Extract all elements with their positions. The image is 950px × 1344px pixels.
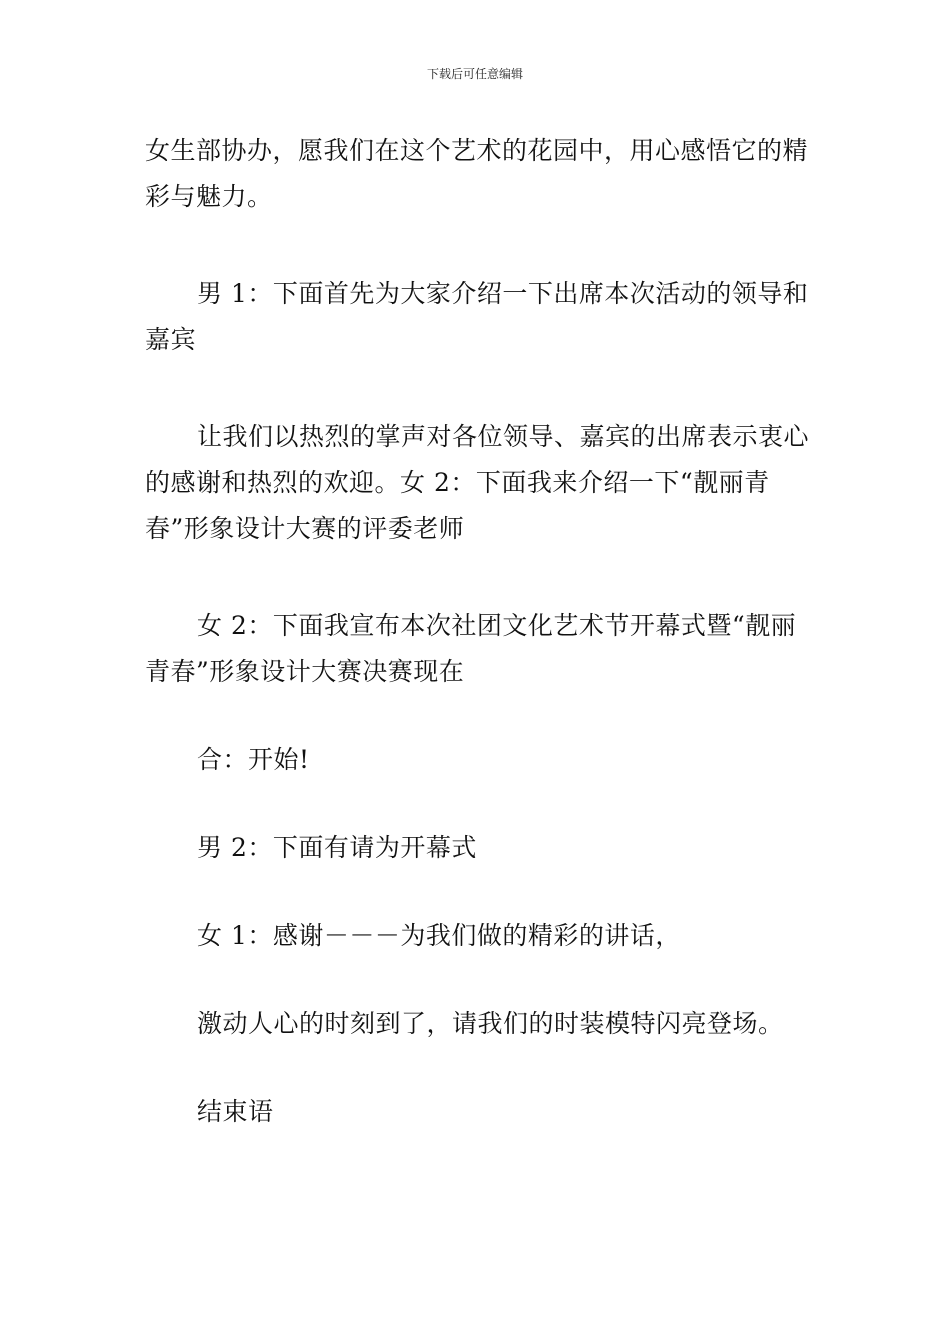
page-header-note: 下载后可任意编辑	[426, 67, 523, 81]
paragraph-male1-intro: 男 1：下面首先为大家介绍一下出席本次活动的领导和嘉宾	[145, 279, 809, 354]
paragraph-female1-thanks: 女 1：感谢－－－为我们做的精彩的讲话，	[197, 921, 681, 950]
paragraph-models: 激动人心的时刻到了，请我们的时装模特闪亮登场。	[197, 1009, 784, 1038]
paragraph-together-start: 合：开始!	[197, 745, 310, 774]
paragraph-closing-heading: 结束语	[197, 1097, 274, 1126]
paragraph-male2-invite: 男 2：下面有请为开幕式	[197, 833, 477, 862]
paragraph-welcome: 让我们以热烈的掌声对各位领导、嘉宾的出席表示衷心的感谢和热烈的欢迎。女 2：下面我来介绍一下“靓丽青春”形象设计大赛的评委老师	[145, 422, 810, 543]
document-body	[145, 128, 810, 1135]
paragraph-intro: 女生部协办，愿我们在这个艺术的花园中，用心感悟它的精彩与魅力。	[145, 136, 809, 211]
paragraph-female2-announce: 女 2：下面我宣布本次社团文化艺术节开幕式暨“靓丽青春”形象设计大赛决赛现在	[145, 611, 797, 686]
